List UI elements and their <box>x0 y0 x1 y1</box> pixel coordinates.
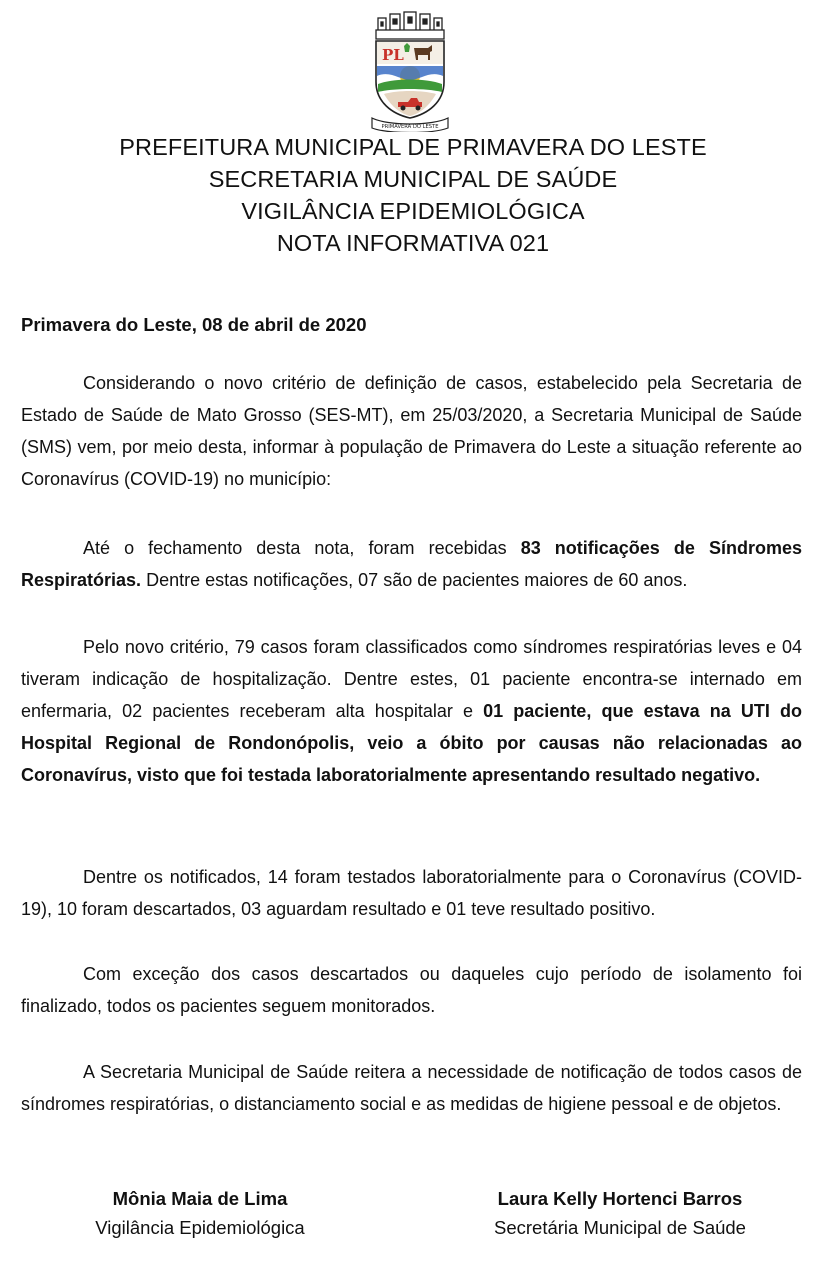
paragraph-recommendations: A Secretaria Municipal de Saúde reitera a necessidade de notificação de todos casos de síndromes respiratórias, o distanciamento social e as medidas de higiene pessoal e de objetos. <box>21 1062 802 1114</box>
p2-text-c: Dentre estas notificações, 07 são de pacientes maiores de 60 anos. <box>141 570 688 590</box>
shield-icon <box>376 41 444 118</box>
paragraph-classification <box>21 631 802 791</box>
document-header <box>0 131 826 259</box>
date-line: Primavera do Leste, 08 de abril de 2020 <box>21 314 367 335</box>
header-secretaria: SECRETARIA MUNICIPAL DE SAÚDE <box>208 166 618 192</box>
signature-role: Secretária Municipal de Saúde <box>494 1217 746 1238</box>
p2-text-a: Até o fechamento desta nota, foram recebidas <box>83 538 521 558</box>
paragraph-tests: Dentre os notificados, 14 foram testados laboratorialmente para o Coronavírus (COVID-19), 10 foram descartados, 03 aguardam resultado e 01 teve resultado positivo. <box>21 867 802 919</box>
header-note-number: NOTA INFORMATIVA 021 <box>276 230 550 256</box>
p2-bold-notifications: 83 notificações de Síndromes Respiratórias. <box>21 538 802 590</box>
p3-bold-death: 01 paciente, que estava na UTI do Hospital Regional de Rondonópolis, veio a óbito por causas não relacionadas ao Coronavírus, visto que foi testada laboratorialmente apresentando resultado negativo. <box>21 701 803 785</box>
paragraph-notifications <box>21 532 802 596</box>
signature-name: Laura Kelly Hortenci Barros <box>497 1188 743 1209</box>
header-prefeitura: PREFEITURA MUNICIPAL DE PRIMAVERA DO LESTE <box>119 134 707 160</box>
signature-name: Mônia Maia de Lima <box>112 1188 288 1209</box>
svg-text:PRIMAVERA DO LESTE: PRIMAVERA DO LESTE <box>381 124 439 130</box>
crown-icon <box>376 12 444 39</box>
header-vigilancia: VIGILÂNCIA EPIDEMIOLÓGICA <box>241 198 585 224</box>
municipal-crest-logo <box>368 10 452 132</box>
p3-text-a: Pelo novo critério, 79 casos foram classificados como síndromes respiratórias leves e 04 tiveram indicação de hospitalização. Dentre estes, 01 paciente encontra-se internado em enfermaria, 02 pacientes receberam alta hospitalar e <box>21 637 802 721</box>
paragraph-intro: Considerando o novo critério de definição de casos, estabelecido pela Secretaria de Estado de Saúde de Mato Grosso (SES-MT), em 25/03/2020, a Secretaria Municipal de Saúde (SMS) vem, por meio desta, informar à população de Primavera do Leste a situação referente ao Coronavírus (COVID-19) no município: <box>21 373 802 489</box>
paragraph-monitoring: Com exceção dos casos descartados ou daqueles cujo período de isolamento foi finalizado, todos os pacientes seguem monitorados. <box>21 964 802 1016</box>
signature-block-secretaria <box>455 1184 785 1242</box>
signature-block-vigilancia <box>60 1184 340 1242</box>
svg-text:PL: PL <box>382 46 404 64</box>
signature-role: Vigilância Epidemiológica <box>95 1217 305 1238</box>
